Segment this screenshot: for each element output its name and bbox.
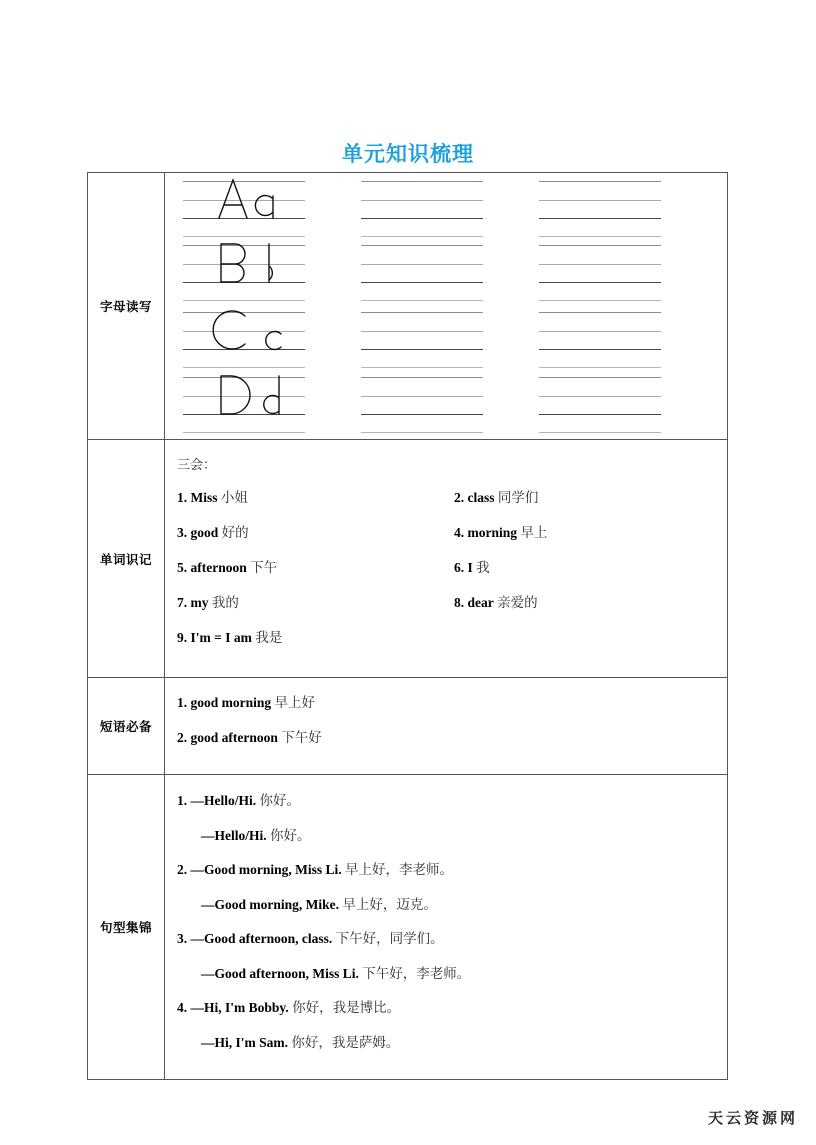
sentence-item: [177, 893, 727, 928]
copybook-column-3: [539, 173, 661, 439]
sentence-item: [177, 858, 727, 893]
knowledge-review-table: [87, 172, 728, 1080]
word-row: [177, 521, 727, 556]
sentence-chinese: 早上好，迈克。: [342, 896, 437, 912]
sentence-item: [177, 962, 727, 997]
word-item: [177, 556, 277, 576]
word-english: my: [190, 595, 209, 610]
phrase-english: good morning: [190, 695, 272, 710]
stave-line: [539, 181, 661, 182]
stave-line: [539, 264, 661, 265]
stave-baseline: [361, 282, 483, 283]
stave-baseline: [539, 349, 661, 350]
words-heading: 三会：: [177, 457, 217, 472]
word-chinese: 好的: [221, 525, 249, 540]
words-grid: [177, 486, 727, 661]
watermark: 天云资源网: [707, 1110, 798, 1127]
stave-baseline: [539, 282, 661, 283]
sentence-english: —Hello/Hi.: [201, 827, 267, 843]
sentence-english: —Good morning, Mike.: [201, 896, 340, 912]
stave-line: [361, 312, 483, 313]
phrases-list: [165, 678, 727, 774]
word-english: Miss: [190, 490, 218, 505]
stave-line: [361, 331, 483, 332]
word-number: 8.: [454, 595, 465, 610]
word-english: I: [467, 560, 473, 575]
copybook-column-2: [361, 173, 483, 439]
copybook-area: [165, 173, 727, 439]
copybook-stave: [361, 377, 483, 433]
sentence-chinese: 下午好，李老师。: [362, 965, 471, 981]
stave-line: [539, 200, 661, 201]
sentence-english: —Good afternoon, Miss Li.: [201, 965, 359, 981]
copybook-stave: [183, 181, 305, 237]
stave-line: [361, 396, 483, 397]
stave-line: [361, 245, 483, 246]
word-english: afternoon: [190, 560, 247, 575]
stave-line: [361, 200, 483, 201]
phrases-cell: [165, 678, 728, 775]
word-item: [454, 556, 490, 576]
sentence-number: 4.: [177, 1000, 188, 1015]
stave-line: [539, 245, 661, 246]
stave-baseline: [361, 218, 483, 219]
copybook-stave: [361, 181, 483, 237]
sentence-english: —Hi, I'm Sam.: [201, 1034, 289, 1050]
stave-line: [539, 432, 661, 433]
word-english: class: [467, 490, 495, 505]
sentence-number: 1.: [177, 793, 188, 808]
word-chinese: 下午: [250, 560, 278, 575]
row-label-phrases: 短语必备: [88, 678, 165, 775]
word-number: 5.: [177, 560, 188, 575]
sentence-item: [177, 824, 727, 859]
stave-baseline: [361, 414, 483, 415]
copybook-stave: [361, 312, 483, 368]
letter-glyph-dd: [213, 368, 291, 416]
letter-glyph-aa: [213, 172, 291, 220]
row-label-sentences: 句型集锦: [88, 775, 165, 1080]
word-item: [454, 521, 547, 541]
word-english: good: [190, 525, 219, 540]
sentence-chinese: 你好，我是萨姆。: [291, 1034, 400, 1050]
stave-line: [361, 264, 483, 265]
stave-baseline: [539, 414, 661, 415]
word-chinese: 我: [476, 560, 490, 575]
stave-line: [361, 300, 483, 301]
sentence-item: [177, 1031, 727, 1066]
word-number: 1.: [177, 490, 188, 505]
word-english: dear: [467, 595, 494, 610]
stave-baseline: [361, 349, 483, 350]
stave-line: [183, 432, 305, 433]
stave-line: [361, 181, 483, 182]
sentence-number: 2.: [177, 862, 188, 877]
sentence-chinese: 你好。: [259, 793, 300, 808]
stave-line: [361, 432, 483, 433]
table-row-sentences: [88, 775, 728, 1080]
sentences-list: [165, 775, 727, 1079]
word-number: 3.: [177, 525, 188, 540]
phrase-number: 1.: [177, 695, 188, 710]
table-row-words: [88, 440, 728, 678]
word-chinese: 亲爱的: [497, 595, 538, 610]
copybook-stave: [183, 377, 305, 433]
phrase-english: good afternoon: [190, 730, 278, 745]
sentence-chinese: 下午好，同学们。: [335, 931, 444, 946]
word-item: [177, 626, 282, 646]
word-number: 7.: [177, 595, 188, 610]
table-row-letters: [88, 173, 728, 440]
word-chinese: 我的: [211, 595, 239, 610]
words-cell: [165, 440, 728, 678]
word-row: [177, 556, 727, 591]
table-row-phrases: [88, 678, 728, 775]
word-item: [177, 591, 239, 611]
row-label-letters: 字母读写: [88, 173, 165, 440]
sentence-item: [177, 789, 727, 824]
stave-baseline: [539, 218, 661, 219]
phrase-item: [177, 691, 727, 726]
word-number: 9.: [177, 630, 188, 645]
word-item: [454, 486, 538, 506]
sentence-english: —Hello/Hi.: [190, 793, 257, 808]
word-number: 2.: [454, 490, 465, 505]
sentence-english: —Good morning, Miss Li.: [190, 862, 342, 877]
sentence-chinese: 你好，我是博比。: [292, 1000, 401, 1015]
stave-line: [361, 377, 483, 378]
word-number: 4.: [454, 525, 465, 540]
sentence-chinese: 你好。: [270, 827, 311, 843]
word-item: [177, 486, 248, 506]
sentence-english: —Good afternoon, class.: [190, 931, 333, 946]
words-list: [165, 440, 727, 677]
phrase-number: 2.: [177, 730, 188, 745]
stave-line: [539, 236, 661, 237]
word-chinese: 同学们: [497, 490, 539, 505]
sentence-english: —Hi, I'm Bobby.: [190, 1000, 289, 1015]
word-item: [454, 591, 538, 611]
word-number: 6.: [454, 560, 465, 575]
page-title: 单元知识梳理: [342, 143, 474, 166]
stave-line: [183, 300, 305, 301]
sentences-cell: [165, 775, 728, 1080]
stave-line: [361, 367, 483, 368]
letters-practice-cell: [165, 173, 728, 440]
word-row: [177, 626, 727, 661]
row-label-words: 单词识记: [88, 440, 165, 678]
word-chinese: 小姐: [220, 490, 248, 505]
copybook-stave: [539, 312, 661, 368]
word-chinese: 早上: [520, 525, 548, 540]
phrase-chinese: 下午好: [281, 730, 322, 745]
copybook-column-1: [183, 173, 305, 439]
copybook-stave: [183, 312, 305, 368]
word-row: [177, 591, 727, 626]
stave-line: [539, 331, 661, 332]
sentence-number: 3.: [177, 931, 188, 946]
word-row: [177, 486, 727, 521]
copybook-stave: [539, 181, 661, 237]
stave-line: [539, 300, 661, 301]
word-english: morning: [467, 525, 518, 540]
sentence-item: [177, 927, 727, 962]
phrase-item: [177, 726, 727, 761]
copybook-stave: [183, 245, 305, 301]
copybook-stave: [361, 245, 483, 301]
phrase-chinese: 早上好: [274, 695, 316, 710]
sentence-item: [177, 996, 727, 1031]
word-english: I'm = I am: [190, 630, 252, 645]
stave-line: [539, 312, 661, 313]
stave-line: [539, 367, 661, 368]
stave-line: [539, 377, 661, 378]
word-chinese: 我是: [255, 630, 283, 645]
copybook-stave: [539, 245, 661, 301]
copybook-stave: [539, 377, 661, 433]
stave-line: [361, 236, 483, 237]
sentence-chinese: 早上好，李老师。: [345, 862, 454, 877]
letter-glyph-cc: [213, 303, 291, 351]
letter-glyph-bb: [213, 236, 291, 284]
stave-line: [539, 396, 661, 397]
word-item: [177, 521, 249, 541]
